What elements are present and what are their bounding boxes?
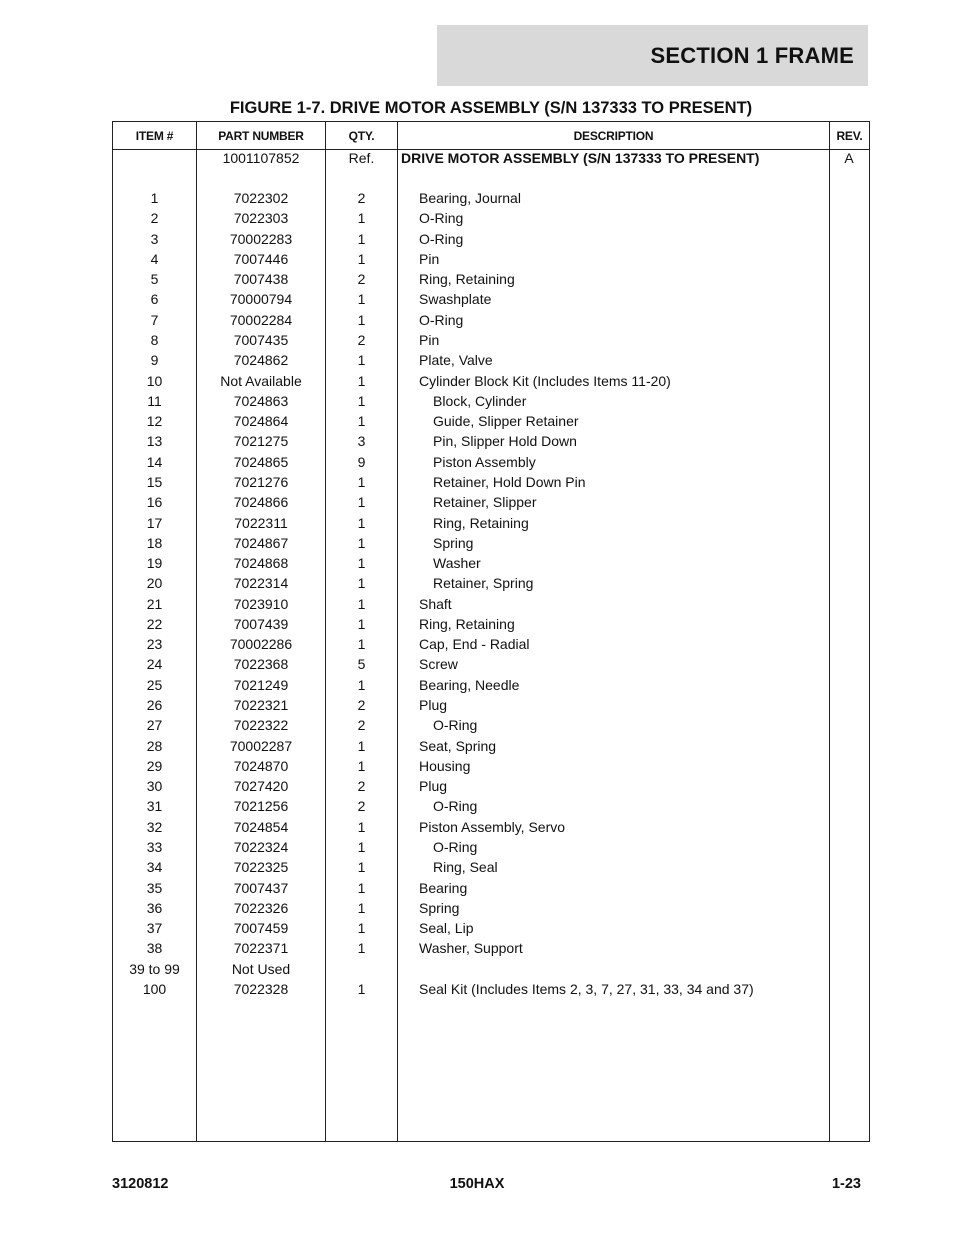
- description: Swashplate: [419, 291, 492, 308]
- quantity: 1: [357, 210, 366, 227]
- table-row: [113, 330, 869, 350]
- quantity: 1: [357, 311, 366, 328]
- part-number: Not Used: [231, 960, 291, 977]
- table-row: [113, 634, 869, 654]
- quantity: 1: [357, 940, 366, 957]
- item-number: 8: [150, 332, 159, 348]
- quantity: 1: [357, 392, 366, 409]
- part-number: 7022322: [233, 717, 289, 734]
- quantity: 1: [357, 818, 366, 835]
- item-number: 35: [146, 879, 163, 896]
- part-number: 7007438: [233, 271, 289, 288]
- item-number: 1: [150, 190, 159, 206]
- quantity: 1: [357, 372, 366, 389]
- quantity: 1: [357, 920, 366, 937]
- header-description: DESCRIPTION: [573, 128, 654, 143]
- table-row: [113, 857, 869, 877]
- quantity: 1: [357, 879, 366, 896]
- part-number: 7022371: [233, 940, 289, 957]
- part-number: 7024865: [233, 453, 289, 470]
- part-number: 70000794: [229, 291, 293, 308]
- header-qty: QTY.: [348, 128, 375, 143]
- item-number: 7: [150, 311, 159, 328]
- item-number: 11: [147, 392, 162, 409]
- item-number: 18: [146, 534, 163, 551]
- table-row: [113, 979, 869, 999]
- table-row: [113, 959, 869, 979]
- table-row: [113, 452, 869, 472]
- part-number: 7022314: [233, 575, 289, 592]
- item-number: 34: [146, 859, 163, 876]
- table-row: [113, 350, 869, 370]
- table-row: [113, 553, 869, 573]
- description: Ring, Retaining: [419, 271, 515, 288]
- part-number: Not Available: [220, 372, 302, 389]
- table-row: [113, 472, 869, 492]
- part-number: 7022302: [233, 190, 289, 206]
- description: Piston Assembly, Servo: [419, 818, 566, 835]
- quantity: 1: [357, 980, 366, 997]
- figure-title: FIGURE 1-7. DRIVE MOTOR ASSEMBLY (S/N 137333 TO PRESENT): [229, 99, 753, 117]
- description: Washer: [433, 555, 481, 571]
- item-number: 6: [150, 291, 159, 308]
- item-number: 36: [146, 899, 163, 916]
- quantity: 3: [357, 433, 366, 450]
- table-row: [113, 918, 869, 938]
- description: O-Ring: [433, 798, 478, 815]
- table-row: [113, 736, 869, 756]
- quantity: 1: [357, 676, 366, 693]
- assembly-rev: A: [844, 150, 854, 166]
- quantity: 2: [357, 271, 366, 288]
- part-number: 7007446: [233, 250, 289, 267]
- description: Block, Cylinder: [433, 392, 527, 409]
- quantity: 9: [357, 453, 366, 470]
- part-number: 7022321: [233, 697, 289, 713]
- item-number: 2: [150, 210, 159, 227]
- part-number: 7021275: [233, 433, 289, 450]
- table-row: [113, 208, 869, 228]
- item-number: 29: [146, 757, 163, 774]
- description: Seal, Lip: [419, 920, 474, 937]
- item-number: 24: [146, 656, 163, 673]
- item-number: 27: [146, 717, 163, 734]
- section-title: SECTION 1 FRAME: [650, 42, 854, 68]
- header-rev: REV.: [836, 128, 863, 143]
- table-row: [113, 492, 869, 512]
- item-number: 13: [146, 433, 163, 450]
- table-row: [113, 269, 869, 289]
- quantity: 1: [357, 230, 366, 247]
- quantity: 1: [357, 575, 366, 592]
- part-number: 7024854: [233, 818, 289, 835]
- quantity: 1: [357, 757, 366, 774]
- part-number: 7022311: [234, 514, 288, 531]
- description: Plug: [419, 697, 448, 713]
- part-number: 7007435: [233, 332, 289, 348]
- part-number: 7022325: [233, 859, 289, 876]
- section-header: [437, 25, 868, 86]
- quantity: 2: [357, 798, 366, 815]
- table-row: [113, 249, 869, 269]
- item-number: 5: [150, 271, 159, 288]
- assembly-qty: Ref.: [348, 150, 375, 166]
- quantity: 2: [357, 697, 366, 713]
- description: Ring, Retaining: [419, 615, 515, 632]
- item-number: 17: [146, 514, 163, 531]
- footer-page-number: 1-23: [831, 1176, 861, 1192]
- table-row: [113, 695, 869, 715]
- item-number: 16: [146, 494, 163, 511]
- item-number: 25: [146, 676, 163, 693]
- description: Pin: [419, 332, 440, 348]
- table-row: [113, 411, 869, 431]
- quantity: 1: [357, 737, 366, 754]
- description: Screw: [419, 656, 458, 673]
- quantity: 5: [357, 656, 366, 673]
- item-number: 9: [150, 352, 159, 369]
- part-number: 7021276: [233, 473, 289, 490]
- part-number: 7007459: [233, 920, 289, 937]
- item-number: 37: [146, 920, 163, 937]
- item-number: 10: [146, 372, 163, 389]
- description: O-Ring: [419, 311, 464, 328]
- part-number: 7024866: [233, 494, 289, 511]
- description: Guide, Slipper Retainer: [433, 413, 579, 430]
- item-number: 12: [146, 413, 163, 430]
- header-part-number: PART NUMBER: [218, 128, 304, 143]
- description: Bearing: [419, 879, 468, 896]
- header-item: ITEM #: [135, 128, 174, 143]
- description: Ring, Seal: [433, 859, 498, 876]
- quantity: 1: [357, 595, 366, 612]
- item-number: 30: [146, 778, 163, 795]
- table-row: [113, 817, 869, 837]
- description: Plate, Valve: [419, 352, 493, 369]
- part-number: 7007439: [233, 615, 289, 632]
- item-number: 39 to 99: [129, 960, 180, 977]
- table-row: [113, 513, 869, 533]
- part-number: 7024868: [233, 555, 289, 571]
- quantity: 1: [357, 514, 366, 531]
- description: Spring: [419, 899, 460, 916]
- quantity: 1: [357, 899, 366, 916]
- quantity: 1: [357, 413, 366, 430]
- item-number: 32: [146, 818, 163, 835]
- part-number: 7022368: [233, 656, 289, 673]
- item-number: 19: [146, 555, 163, 571]
- part-number: 7024863: [233, 392, 289, 409]
- quantity: 2: [357, 190, 366, 206]
- description: Bearing, Journal: [419, 190, 521, 206]
- description: Pin: [419, 250, 440, 267]
- item-number: 3: [150, 230, 159, 247]
- description: Cap, End - Radial: [419, 636, 530, 653]
- part-number: 7024870: [233, 757, 289, 774]
- footer-model: 150HAX: [449, 1176, 505, 1192]
- table-row: [113, 533, 869, 553]
- table-row: [113, 675, 869, 695]
- description: Retainer, Hold Down Pin: [433, 473, 586, 490]
- quantity: 2: [357, 332, 366, 348]
- quantity: 1: [357, 534, 366, 551]
- item-number: 22: [146, 615, 163, 632]
- assembly-part-number: 1001107852: [222, 150, 300, 166]
- table-row: [113, 573, 869, 593]
- description: Plug: [419, 778, 448, 795]
- description: Ring, Retaining: [433, 514, 529, 531]
- part-number: 70002284: [229, 311, 293, 328]
- description: Housing: [419, 757, 471, 774]
- description: Piston Assembly: [433, 453, 536, 470]
- quantity: 1: [357, 291, 366, 308]
- quantity: 1: [357, 352, 366, 369]
- part-number: 7022324: [233, 839, 289, 855]
- description: Shaft: [419, 595, 452, 612]
- item-number: 15: [146, 473, 163, 490]
- description: O-Ring: [433, 839, 478, 855]
- assembly-row: [113, 148, 869, 168]
- table-row: [113, 837, 869, 857]
- description: Cylinder Block Kit (Includes Items 11-20): [419, 372, 671, 389]
- item-number: 33: [146, 839, 163, 855]
- table-row: [113, 776, 869, 796]
- quantity: 2: [357, 717, 366, 734]
- table-row: [113, 188, 869, 208]
- part-number: 7007437: [233, 879, 289, 896]
- description: Pin, Slipper Hold Down: [433, 433, 577, 450]
- table-row: [113, 371, 869, 391]
- table-row: [113, 614, 869, 634]
- table-row: [113, 715, 869, 735]
- table-row: [113, 796, 869, 816]
- item-number: 4: [150, 250, 159, 267]
- quantity: 1: [357, 636, 366, 653]
- table-row: [113, 878, 869, 898]
- description: Spring: [433, 534, 474, 551]
- quantity: 1: [357, 473, 366, 490]
- part-number: 7021249: [233, 676, 289, 693]
- quantity: 1: [357, 615, 366, 632]
- quantity: 1: [357, 555, 366, 571]
- part-number: 7022303: [233, 210, 289, 227]
- table-row: [113, 229, 869, 249]
- item-number: 20: [146, 575, 163, 592]
- table-row: [113, 310, 869, 330]
- quantity: 2: [357, 778, 366, 795]
- description: O-Ring: [419, 230, 464, 247]
- description: O-Ring: [419, 210, 464, 227]
- parts-table: [112, 121, 870, 1142]
- table-row: [113, 289, 869, 309]
- part-number: 7023910: [233, 595, 289, 612]
- quantity: 1: [357, 494, 366, 511]
- item-number: 21: [146, 595, 163, 612]
- description: O-Ring: [433, 717, 478, 734]
- item-number: 14: [146, 453, 163, 470]
- footer-doc-number: 3120812: [112, 1176, 169, 1192]
- table-row: [113, 898, 869, 918]
- part-number: 7027420: [233, 778, 289, 795]
- part-number: 7022328: [233, 980, 289, 997]
- item-number: 100: [142, 980, 167, 997]
- description: Bearing, Needle: [419, 676, 520, 693]
- part-number: 7022326: [233, 899, 289, 916]
- part-number: 70002283: [229, 230, 293, 247]
- quantity: 1: [357, 250, 366, 267]
- description: Retainer, Spring: [433, 575, 534, 592]
- table-row: [113, 594, 869, 614]
- description: Retainer, Slipper: [433, 494, 537, 511]
- item-number: 38: [146, 940, 163, 957]
- table-row: [113, 938, 869, 958]
- item-number: 26: [146, 697, 163, 713]
- part-number: 7024867: [233, 534, 289, 551]
- part-number: 70002287: [229, 737, 293, 754]
- part-number: 7021256: [233, 798, 289, 815]
- quantity: 1: [357, 839, 366, 855]
- table-row: [113, 654, 869, 674]
- assembly-description: DRIVE MOTOR ASSEMBLY (S/N 137333 TO PRESENT): [401, 150, 760, 166]
- table-row: [113, 431, 869, 451]
- table-row: [113, 391, 869, 411]
- item-number: 23: [146, 636, 163, 653]
- part-number: 70002286: [229, 636, 293, 653]
- description: Washer, Support: [419, 940, 523, 957]
- quantity: 1: [357, 859, 366, 876]
- description: Seat, Spring: [419, 737, 497, 754]
- table-row: [113, 756, 869, 776]
- description: Seal Kit (Includes Items 2, 3, 7, 27, 31, 33, 34 and 37): [419, 980, 754, 997]
- item-number: 31: [146, 798, 163, 815]
- part-number: 7024862: [233, 352, 289, 369]
- item-number: 28: [146, 737, 163, 754]
- part-number: 7024864: [233, 413, 289, 430]
